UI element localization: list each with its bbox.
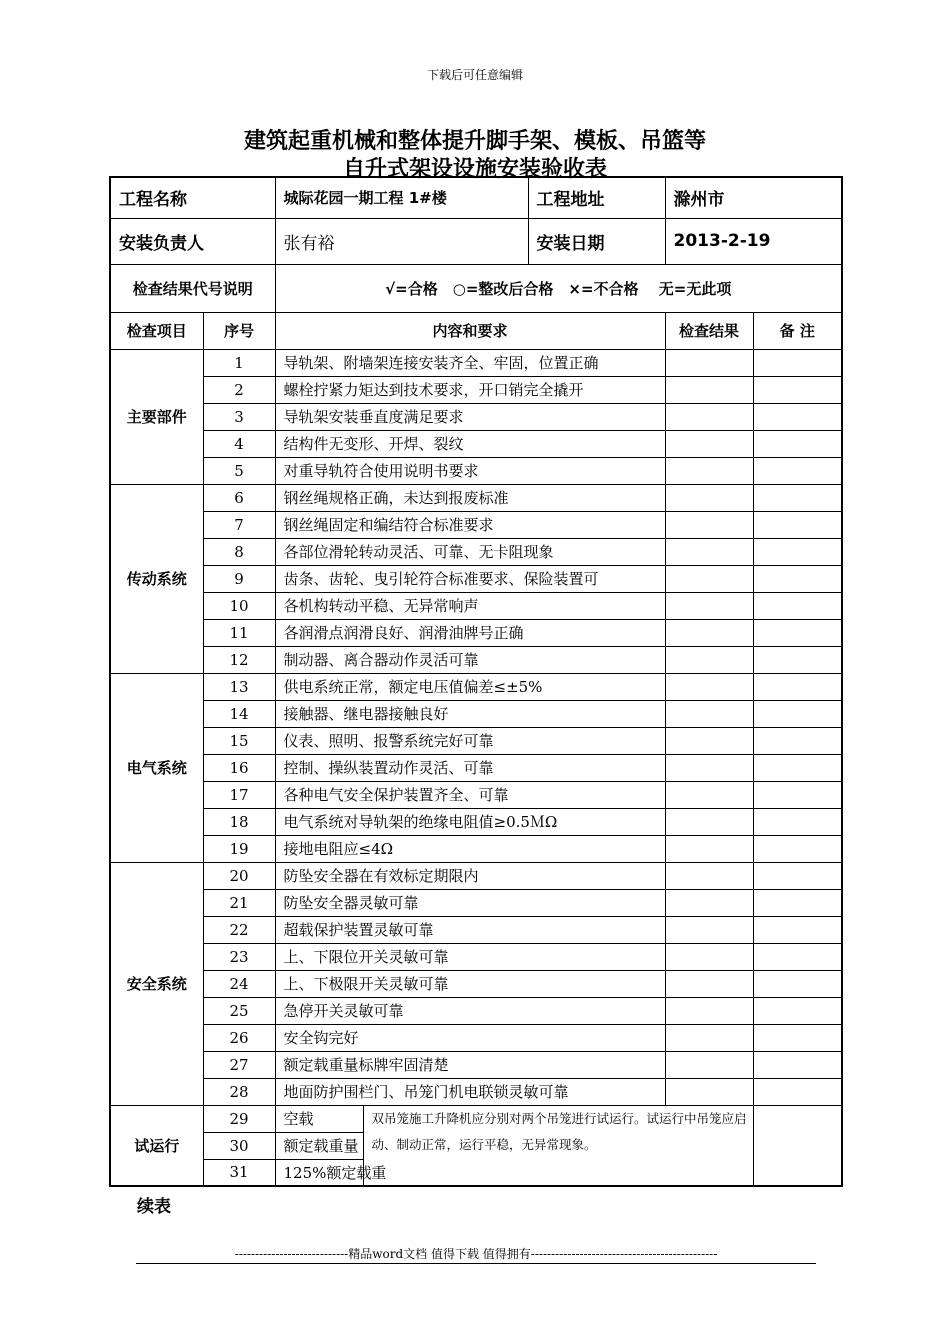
row-number: 24 xyxy=(203,970,275,997)
row-content: 各机构转动平稳、无异常响声 xyxy=(275,592,665,619)
table-row xyxy=(110,781,842,808)
row-number: 23 xyxy=(203,943,275,970)
row-number: 8 xyxy=(203,538,275,565)
table-row xyxy=(110,943,842,970)
row-content: 上、下极限开关灵敏可靠 xyxy=(275,970,665,997)
remark-cell[interactable] xyxy=(753,754,842,781)
group-name: 传动系统 xyxy=(110,484,203,673)
remark-cell[interactable] xyxy=(753,619,842,646)
trial-note: 双吊笼施工升降机应分别对两个吊笼进行试运行。试运行中吊笼应启动、制动正常，运行平稳，无异常现象。 xyxy=(363,1105,753,1186)
remark-cell[interactable] xyxy=(753,376,842,403)
row-number: 5 xyxy=(203,457,275,484)
row-content: 防坠安全器灵敏可靠 xyxy=(275,889,665,916)
row-content: 地面防护围栏门、吊笼门机电联锁灵敏可靠 xyxy=(275,1078,665,1105)
row-number: 14 xyxy=(203,700,275,727)
table-row xyxy=(110,970,842,997)
result-cell[interactable] xyxy=(665,457,753,484)
remark-cell[interactable] xyxy=(753,997,842,1024)
title-line-2: 自升式架设设施安装验收表 xyxy=(342,157,607,182)
row-content: 电气系统对导轨架的绝缘电阻值≥0.5ＭΩ xyxy=(275,808,665,835)
group-name: 试运行 xyxy=(110,1105,203,1186)
row-number: 29 xyxy=(203,1105,275,1132)
remark-cell[interactable] xyxy=(753,538,842,565)
table-row xyxy=(110,862,842,889)
row-number: 9 xyxy=(203,565,275,592)
table-row xyxy=(110,376,842,403)
row-number: 31 xyxy=(203,1159,275,1186)
row-content: 齿条、齿轮、曳引轮符合标准要求、保险装置可 xyxy=(275,565,665,592)
row-number: 26 xyxy=(203,1024,275,1051)
row-content: 空载 xyxy=(275,1105,363,1132)
row-content: 安全钩完好 xyxy=(275,1024,665,1051)
result-cell[interactable] xyxy=(665,403,753,430)
row-number: 30 xyxy=(203,1132,275,1159)
result-cell[interactable] xyxy=(665,970,753,997)
row-number: 3 xyxy=(203,403,275,430)
table-row xyxy=(110,619,842,646)
result-cell[interactable] xyxy=(665,1024,753,1051)
row-number: 13 xyxy=(203,673,275,700)
row-content: 钢丝绳固定和编结符合标准要求 xyxy=(275,511,665,538)
remark-cell[interactable] xyxy=(753,916,842,943)
legend-label: 检查结果代号说明 xyxy=(110,264,275,312)
row-number: 15 xyxy=(203,727,275,754)
row-content: 各部位滑轮转动灵活、可靠、无卡阻现象 xyxy=(275,538,665,565)
col-header-remark: 备 注 xyxy=(753,312,842,349)
result-cell[interactable] xyxy=(665,1078,753,1105)
remark-cell[interactable] xyxy=(753,808,842,835)
remark-cell[interactable] xyxy=(753,943,842,970)
remark-cell[interactable] xyxy=(753,457,842,484)
footer-text: ----------------------------精品word文档 值得下载 值得拥有---------------------------------------------- xyxy=(234,1247,718,1261)
table-row xyxy=(110,754,842,781)
row-number: 6 xyxy=(203,484,275,511)
remark-cell[interactable] xyxy=(753,889,842,916)
row-content: 额定载重量标牌牢固清楚 xyxy=(275,1051,665,1078)
row-number: 20 xyxy=(203,862,275,889)
result-cell[interactable] xyxy=(665,511,753,538)
row-content: 控制、操纵装置动作灵活、可靠 xyxy=(275,754,665,781)
remark-cell[interactable] xyxy=(753,430,842,457)
row-number: 17 xyxy=(203,781,275,808)
remark-cell[interactable] xyxy=(753,727,842,754)
date-value: 2013-2-19 xyxy=(665,218,842,264)
result-cell[interactable] xyxy=(665,889,753,916)
legend-text: √=合格 ○=整改后合格 ×=不合格 无=无此项 xyxy=(275,264,842,312)
table-row xyxy=(110,349,842,376)
continued-label: 续表 xyxy=(137,1197,171,1217)
remark-cell[interactable] xyxy=(753,484,842,511)
table-row xyxy=(110,1024,842,1051)
row-content: 防坠安全器在有效标定期限内 xyxy=(275,862,665,889)
row-content: 钢丝绳规格正确，未达到报废标准 xyxy=(275,484,665,511)
row-number: 12 xyxy=(203,646,275,673)
result-cell[interactable] xyxy=(665,376,753,403)
remark-cell[interactable] xyxy=(753,862,842,889)
result-cell[interactable] xyxy=(665,997,753,1024)
result-cell[interactable] xyxy=(665,943,753,970)
remark-cell[interactable] xyxy=(753,646,842,673)
row-content: 供电系统正常，额定电压值偏差≤±5% xyxy=(275,673,665,700)
row-number: 25 xyxy=(203,997,275,1024)
row-content: 导轨架安装垂直度满足要求 xyxy=(275,403,665,430)
row-content: 制动器、离合器动作灵活可靠 xyxy=(275,646,665,673)
date-label: 安装日期 xyxy=(528,218,665,264)
result-cell[interactable] xyxy=(665,619,753,646)
table-row xyxy=(110,700,842,727)
table-row xyxy=(110,1078,842,1105)
result-cell[interactable] xyxy=(665,565,753,592)
remark-cell[interactable] xyxy=(753,1024,842,1051)
row-number: 11 xyxy=(203,619,275,646)
installer-label: 安装负责人 xyxy=(110,218,275,264)
row-content: 各种电气安全保护装置齐全、可靠 xyxy=(275,781,665,808)
row-content: 各润滑点润滑良好、润滑油牌号正确 xyxy=(275,619,665,646)
remark-cell[interactable] xyxy=(753,781,842,808)
row-content: 额定载重量 xyxy=(275,1132,363,1159)
row-content: 急停开关灵敏可靠 xyxy=(275,997,665,1024)
row-content: 超载保护装置灵敏可靠 xyxy=(275,916,665,943)
header-note: 下载后可任意编辑 xyxy=(426,68,523,82)
row-number: 1 xyxy=(203,349,275,376)
table-row xyxy=(110,808,842,835)
result-cell[interactable] xyxy=(665,592,753,619)
col-header-result: 检查结果 xyxy=(665,312,753,349)
row-content: 对重导轨符合使用说明书要求 xyxy=(275,457,665,484)
row-number: 2 xyxy=(203,376,275,403)
remark-cell[interactable] xyxy=(753,511,842,538)
remark-cell[interactable] xyxy=(753,349,842,376)
result-cell[interactable] xyxy=(665,673,753,700)
result-cell[interactable] xyxy=(665,349,753,376)
row-content: 接地电阻应≤4Ω xyxy=(275,835,665,862)
table-row xyxy=(110,538,842,565)
remark-cell[interactable] xyxy=(753,403,842,430)
row-number: 4 xyxy=(203,430,275,457)
title-line-1: 建筑起重机械和整体提升脚手架、模板、吊篮等 xyxy=(243,129,706,154)
table-row xyxy=(110,727,842,754)
row-number: 16 xyxy=(203,754,275,781)
result-cell[interactable] xyxy=(665,916,753,943)
table-row xyxy=(110,835,842,862)
project-name-label: 工程名称 xyxy=(110,177,275,218)
remark-cell[interactable] xyxy=(753,1105,842,1186)
group-name: 安全系统 xyxy=(110,862,203,1105)
table-row xyxy=(110,430,842,457)
row-number: 10 xyxy=(203,592,275,619)
result-cell[interactable] xyxy=(665,862,753,889)
row-number: 7 xyxy=(203,511,275,538)
row-content: 导轨架、附墙架连接安装齐全、牢固，位置正确 xyxy=(275,349,665,376)
footer-divider xyxy=(136,1263,816,1264)
table-row xyxy=(110,646,842,673)
remark-cell[interactable] xyxy=(753,673,842,700)
table-row xyxy=(110,889,842,916)
project-name-value: 城际花园一期工程 1#楼 xyxy=(275,177,528,218)
remark-cell[interactable] xyxy=(753,970,842,997)
table-row xyxy=(110,511,842,538)
result-cell[interactable] xyxy=(665,430,753,457)
table-row xyxy=(110,457,842,484)
table-row xyxy=(110,565,842,592)
table-row xyxy=(110,484,842,511)
group-name: 主要部件 xyxy=(110,349,203,484)
table-row xyxy=(110,916,842,943)
table-row xyxy=(110,403,842,430)
row-content: 125%额定载重 xyxy=(275,1159,363,1186)
remark-cell[interactable] xyxy=(753,1078,842,1105)
address-value: 滁州市 xyxy=(665,177,842,218)
col-header-item: 检查项目 xyxy=(110,312,203,349)
group-name: 电气系统 xyxy=(110,673,203,862)
installer-value: 张有裕 xyxy=(275,218,528,264)
table-row xyxy=(110,997,842,1024)
table-row xyxy=(110,673,842,700)
remark-cell[interactable] xyxy=(753,700,842,727)
address-label: 工程地址 xyxy=(528,177,665,218)
result-cell[interactable] xyxy=(665,754,753,781)
row-number: 21 xyxy=(203,889,275,916)
result-cell[interactable] xyxy=(665,808,753,835)
inspection-table xyxy=(109,176,843,1187)
row-content: 螺栓拧紧力矩达到技术要求，开口销完全撬开 xyxy=(275,376,665,403)
result-cell[interactable] xyxy=(665,646,753,673)
col-header-content: 内容和要求 xyxy=(275,312,665,349)
col-header-seq: 序号 xyxy=(203,312,275,349)
remark-cell[interactable] xyxy=(753,565,842,592)
remark-cell[interactable] xyxy=(753,1051,842,1078)
result-cell[interactable] xyxy=(665,538,753,565)
row-number: 19 xyxy=(203,835,275,862)
result-cell[interactable] xyxy=(665,484,753,511)
row-content: 仪表、照明、报警系统完好可靠 xyxy=(275,727,665,754)
result-cell[interactable] xyxy=(665,727,753,754)
table-row xyxy=(110,1105,842,1132)
row-number: 27 xyxy=(203,1051,275,1078)
row-content: 接触器、继电器接触良好 xyxy=(275,700,665,727)
remark-cell[interactable] xyxy=(753,835,842,862)
row-content: 结构件无变形、开焊、裂纹 xyxy=(275,430,665,457)
result-cell[interactable] xyxy=(665,700,753,727)
row-number: 18 xyxy=(203,808,275,835)
result-cell[interactable] xyxy=(665,1051,753,1078)
result-cell[interactable] xyxy=(665,835,753,862)
row-content: 上、下限位开关灵敏可靠 xyxy=(275,943,665,970)
row-number: 28 xyxy=(203,1078,275,1105)
result-cell[interactable] xyxy=(665,781,753,808)
remark-cell[interactable] xyxy=(753,592,842,619)
row-number: 22 xyxy=(203,916,275,943)
table-row xyxy=(110,592,842,619)
table-row xyxy=(110,1051,842,1078)
